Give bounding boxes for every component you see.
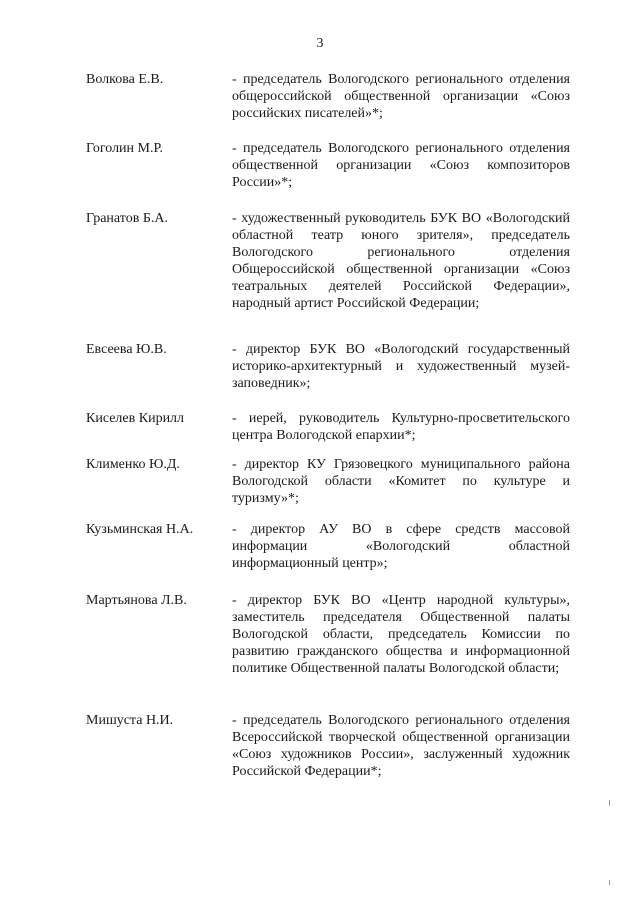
- member-description: - художественный руководитель БУК ВО «Вологодский областной театр юного зрителя», председатель Вологодского регионального отделения Общероссийской общественной организации «Союз театральных деятелей Российской Федерации», народный артист Российской Федерации;: [232, 211, 570, 311]
- member-description: - председатель Вологодского регионального отделения Всероссийской творческой общественной организации «Союз художников России», заслуженный художник Российской Федерации*;: [232, 713, 570, 779]
- member-name: Гранатов Б.А.: [86, 211, 168, 226]
- member-name: Евсеева Ю.В.: [86, 342, 167, 357]
- member-description: - директор АУ ВО в сфере средств массовой информации «Вологодский областной информационный центр»;: [232, 522, 570, 571]
- member-name: Волкова Е.В.: [86, 72, 164, 87]
- member-name: Кузьминская Н.А.: [86, 522, 194, 537]
- member-description: - директор КУ Грязовецкого муниципального района Вологодской области «Комитет по культуре и туризму»*;: [232, 457, 570, 506]
- member-name: Клименко Ю.Д.: [86, 457, 180, 472]
- member-name: Киселев Кирилл: [86, 411, 185, 426]
- member-name: Мишуста Н.И.: [86, 713, 174, 728]
- member-description: - директор БУК ВО «Вологодский государственный историко-архитектурный и художественный музей-заповедник»;: [232, 342, 570, 391]
- scan-artifact-mark: [609, 880, 610, 885]
- member-name: Гоголин М.Р.: [86, 141, 164, 156]
- member-description: - директор БУК ВО «Центр народной культуры», заместитель председателя Общественной палаты Вологодской области, председатель Комиссии по развитию гражданского общества и информационной политике Общественной палаты Вологодской области;: [232, 593, 570, 676]
- member-description: - председатель Вологодского регионального отделения общероссийской общественной организации «Союз российских писателей»*;: [232, 72, 570, 121]
- member-description: - иерей, руководитель Культурно-просветительского центра Вологодской епархии*;: [232, 411, 570, 443]
- page-number: 3: [316, 36, 324, 51]
- scan-artifact-mark: [609, 800, 610, 806]
- member-description: - председатель Вологодского регионального отделения общественной организации «Союз композиторов России»*;: [232, 141, 570, 190]
- member-name: Мартьянова Л.В.: [86, 593, 187, 608]
